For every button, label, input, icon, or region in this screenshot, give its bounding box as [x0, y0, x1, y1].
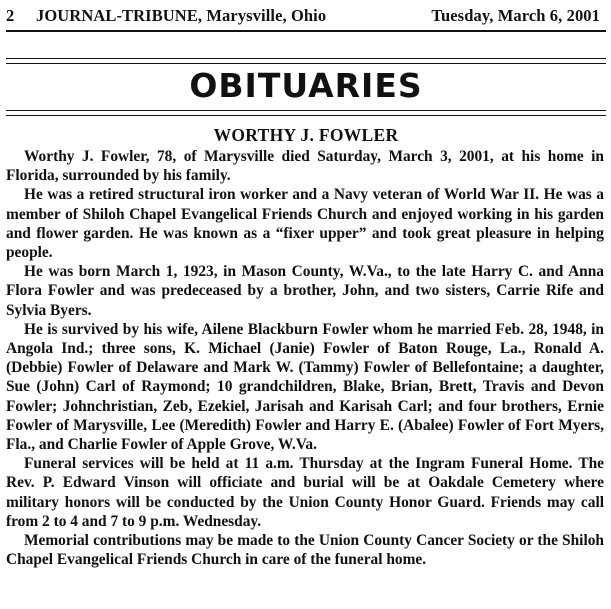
obituary-paragraph: Memorial contributions may be made to the Union County Cancer Society or the Shiloh Chapel Evangelical Friends Church in care of the funeral home. — [6, 532, 604, 569]
masthead — [6, 6, 606, 28]
obituary-paragraph: He was a retired structural iron worker and a Navy veteran of World War II. He was a member of Shiloh Chapel Evangelical Friends Church and enjoyed working in his garden and flower garden. He was known as a “fixer upper” and took great pleasure in helping people. — [6, 186, 604, 262]
page-number: 2 — [6, 6, 15, 25]
masthead-rule — [6, 30, 606, 32]
newspaper-name: JOURNAL-TRIBUNE, Marysville, Ohio — [36, 6, 327, 25]
obituary-paragraph: Funeral services will be held at 11 a.m. Thursday at the Ingram Funeral Home. The Rev. P. Edward Vinson will officiate and burial will be at Oakdale Cemetery where military honors will be conducted by the Union County Honor Guard. Friends may call from 2 to 4 and 7 to 9 p.m. Wednesday. — [6, 455, 604, 530]
obituary-paragraph: Worthy J. Fowler, 78, of Marysville died Saturday, March 3, 2001, at his home in Florida, surrounded by his family. — [6, 148, 604, 185]
section-rule-bottom — [6, 110, 606, 116]
obituary-body — [6, 147, 604, 569]
newspaper-page — [6, 6, 606, 606]
section-title: OBITUARIES — [189, 66, 423, 105]
obituary-paragraph: He is survived by his wife, Ailene Blackburn Fowler whom he married Feb. 28, 1948, in Angola Ind.; three sons, K. Michael (Janie) Fowler of Baton Rouge, La., Ronald A. (Debbie) Fowler of Delaware and Mark W. (Tammy) Fowler of Bellefontaine; a daughter, Sue (John) Carl of Raymond; 10 grandchildren, Blake, Brian, Brett, Travis and Devon Fowler; Johnchristian, Zeb, Ezekiel, Jarisah and Karisah Carl; and four brothers, Ernie Fowler of Marysville, Lee (Meredith) Fowler and Harry E. (Abalee) Fowler of Fort Myers, Fla., and Charlie Fowler of Apple Grove, W.Va. — [6, 320, 604, 454]
issue-date: Tuesday, March 6, 2001 — [431, 6, 600, 25]
obituary-name: WORTHY J. FOWLER — [213, 125, 399, 145]
obituary-paragraph: He was born March 1, 1923, in Mason County, W.Va., to the late Harry C. and Anna Flora Fowler and was predeceased by a brother, John, and two sisters, Carrie Rife and Sylvia Byers. — [6, 263, 604, 319]
section-rule-top — [6, 58, 606, 64]
